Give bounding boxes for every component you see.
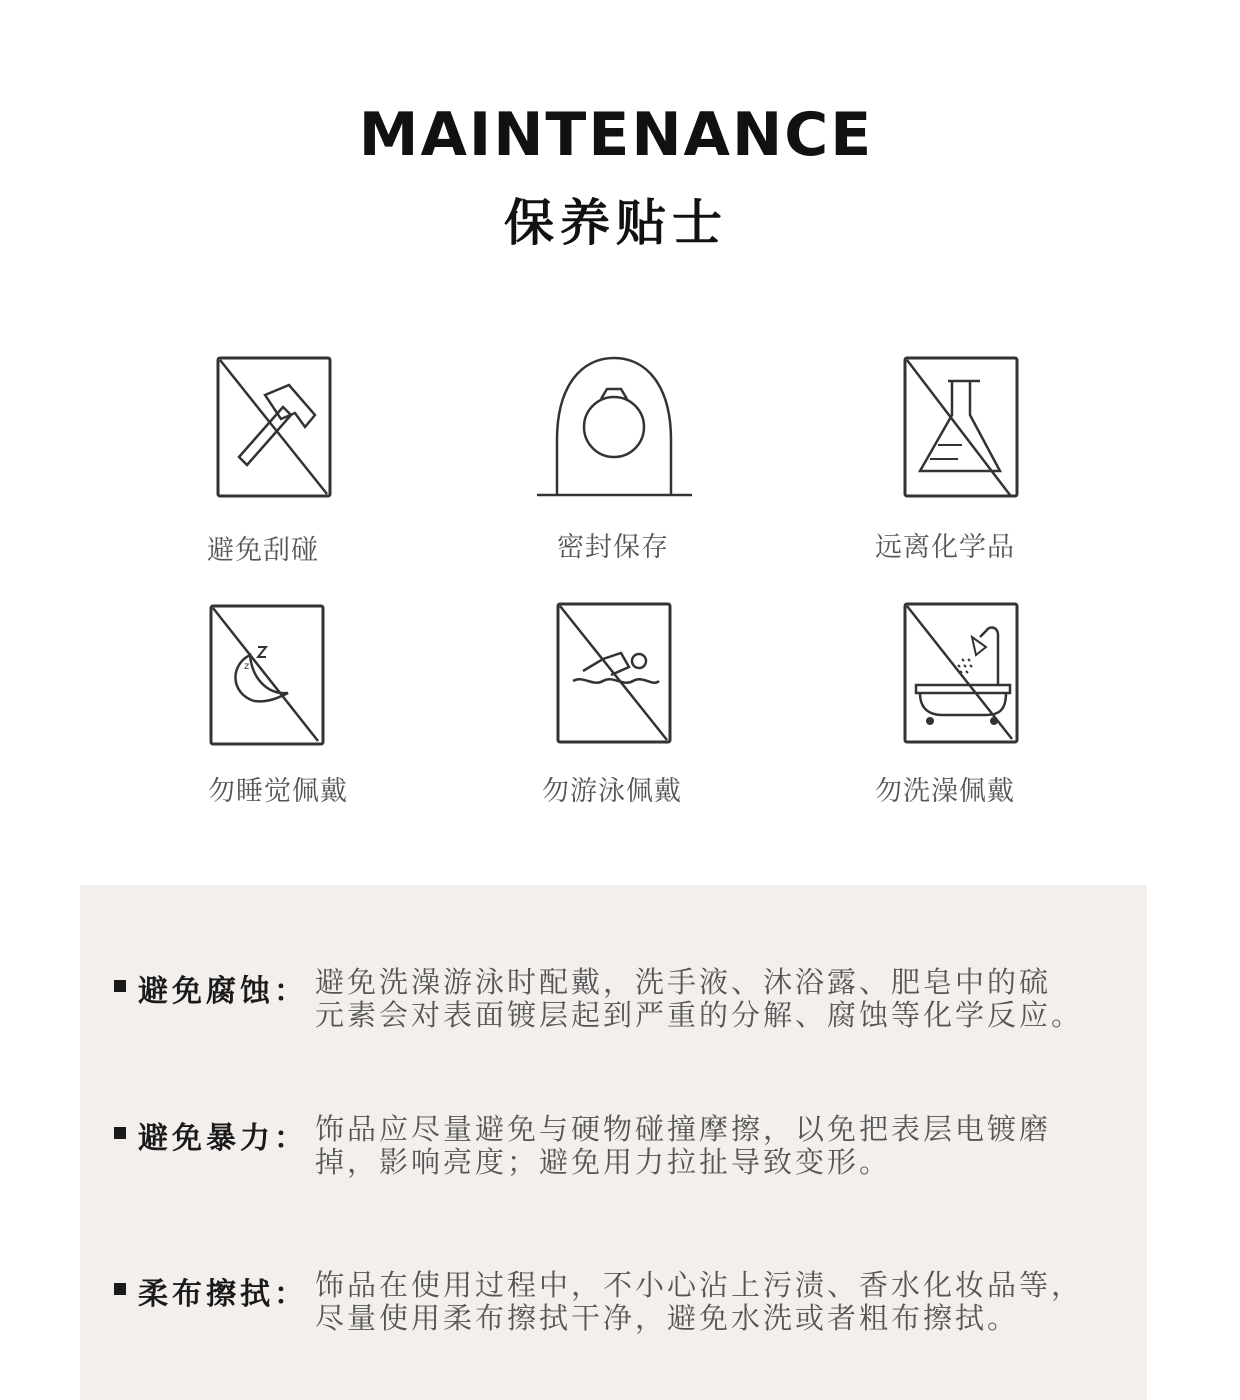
icon-card-sealed-storage	[537, 355, 737, 563]
icon-label: 勿睡觉佩戴	[208, 776, 348, 807]
page-title-cn: 保养贴士	[504, 194, 728, 252]
tip-heading: 避免腐蚀：	[138, 974, 308, 1009]
page-title-en: MAINTENANCE	[358, 100, 874, 170]
tip-body	[315, 966, 1105, 1032]
tip-body	[315, 1113, 1105, 1179]
tip-body	[315, 1269, 1105, 1335]
tip-line: 尽量使用柔布擦拭干净，避免水洗或者粗布擦拭。	[315, 1301, 1020, 1335]
tip-line: 饰品应尽量避免与硬物碰撞摩擦，以免把表层电镀磨	[315, 1112, 1052, 1146]
no-chemical-flask-icon	[902, 355, 1022, 500]
tip-heading: 柔布擦拭：	[138, 1277, 308, 1312]
tip-line: 饰品在使用过程中，不小心沾上污渍、香水化妆品等，	[315, 1268, 1084, 1302]
icon-card-avoid-chemicals	[875, 355, 1102, 563]
bullet-square-icon	[114, 1283, 126, 1295]
icon-label: 密封保存	[557, 532, 669, 563]
bullet-square-icon	[114, 980, 126, 992]
icon-label: 避免刮碰	[207, 535, 319, 566]
svg-text:z: z	[244, 661, 250, 672]
icon-label: 远离化学品	[875, 532, 1015, 563]
icon-label: 勿洗澡佩戴	[875, 776, 1015, 807]
bullet-square-icon	[114, 1127, 126, 1139]
no-hammer-icon	[215, 355, 335, 500]
tip-heading: 避免暴力：	[138, 1121, 308, 1156]
icon-card-avoid-scratch	[207, 355, 415, 566]
no-bath-icon	[902, 601, 1022, 746]
tip-line: 元素会对表面镀层起到严重的分解、腐蚀等化学反应。	[315, 998, 1084, 1032]
icon-card-no-bath	[875, 601, 1102, 807]
no-swimming-icon	[555, 601, 675, 746]
tip-line: 掉，影响亮度；避免用力拉扯导致变形。	[315, 1145, 892, 1179]
ring-pouch-icon	[537, 355, 697, 500]
no-sleep-icon	[208, 603, 328, 748]
icon-card-no-sleep	[208, 603, 408, 807]
tip-line: 避免洗澡游泳时配戴，洗手液、沐浴露、肥皂中的硫	[315, 965, 1052, 999]
icon-label: 勿游泳佩戴	[542, 776, 682, 807]
icon-card-no-swimming	[542, 601, 755, 807]
